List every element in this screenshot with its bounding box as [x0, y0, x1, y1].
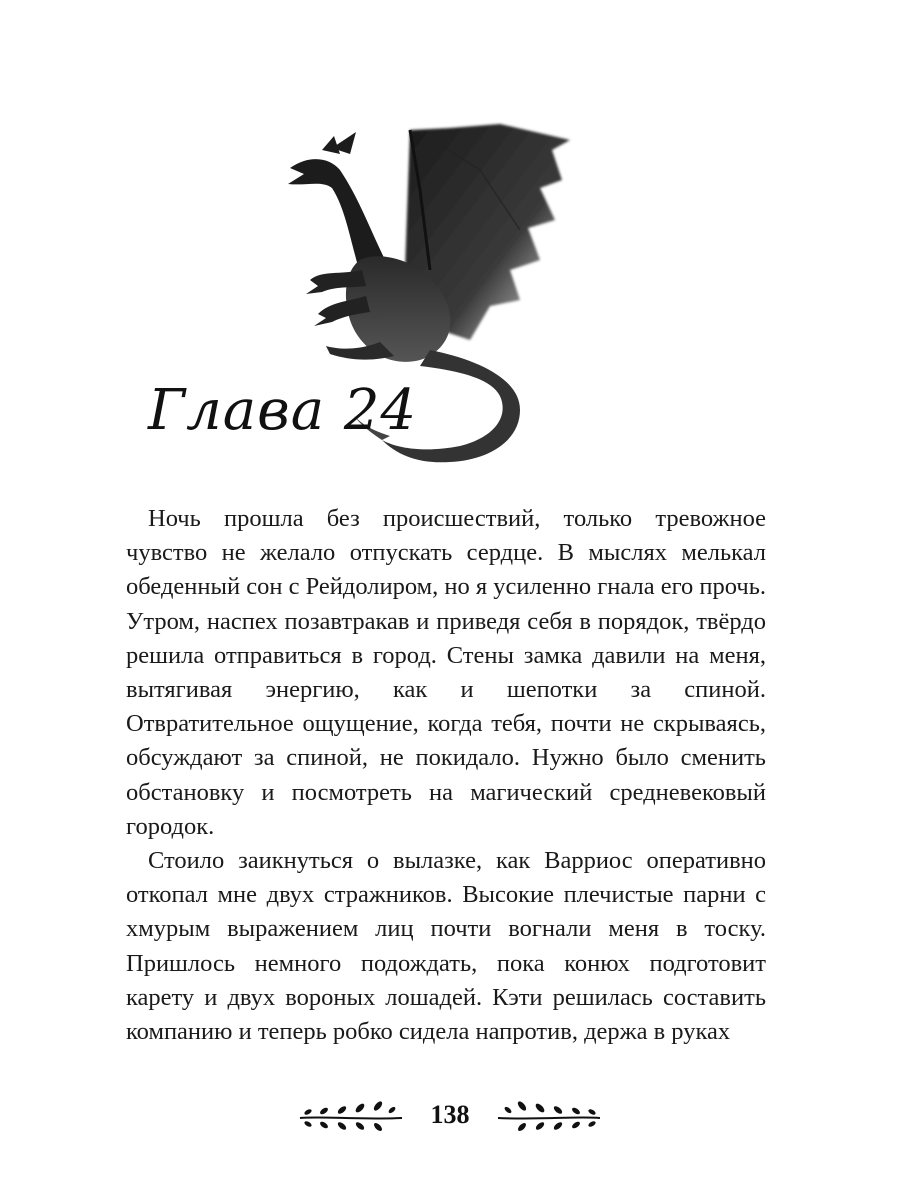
page-number: 138 — [430, 1100, 470, 1129]
paragraph: Стоило заикнуться о вылазке, как Варриос оперативно откопал мне двух стражников. Высокие плечистые парни с хмурым выражением лиц почти вогнали меня в тоску. Пришлось немного подождать, пока конюх подготовит карету и двух вороных лошадей. Кэти решилась составить компанию и теперь робко сидела напротив, держа в руках — [126, 847, 766, 1046]
page-footer — [0, 1090, 900, 1140]
paragraph: Ночь прошла без происшествий, только тревожное чувство не желало отпускать сердце. В мыслях мелькал обеденный сон с Рейдолиром, но я усиленно гнала его прочь. Утром, наспех позавтракав и приведя себя в порядок, твёрдо решила отправиться в город. Стены замка давили на меня, вытягивая энергию, как и шепотки за спиной. Отвратительное ощущение, когда тебя, почти не скрываясь, обсуждают за спиной, не покидало. Нужно было сменить обстановку и посмотреть на магический средневековый городок. — [126, 505, 766, 840]
leaf-vine-ornament-icon — [296, 1098, 406, 1132]
leaf-vine-ornament-icon — [494, 1098, 604, 1132]
chapter-body — [126, 502, 766, 1049]
chapter-title: Глава 24 — [148, 378, 418, 443]
